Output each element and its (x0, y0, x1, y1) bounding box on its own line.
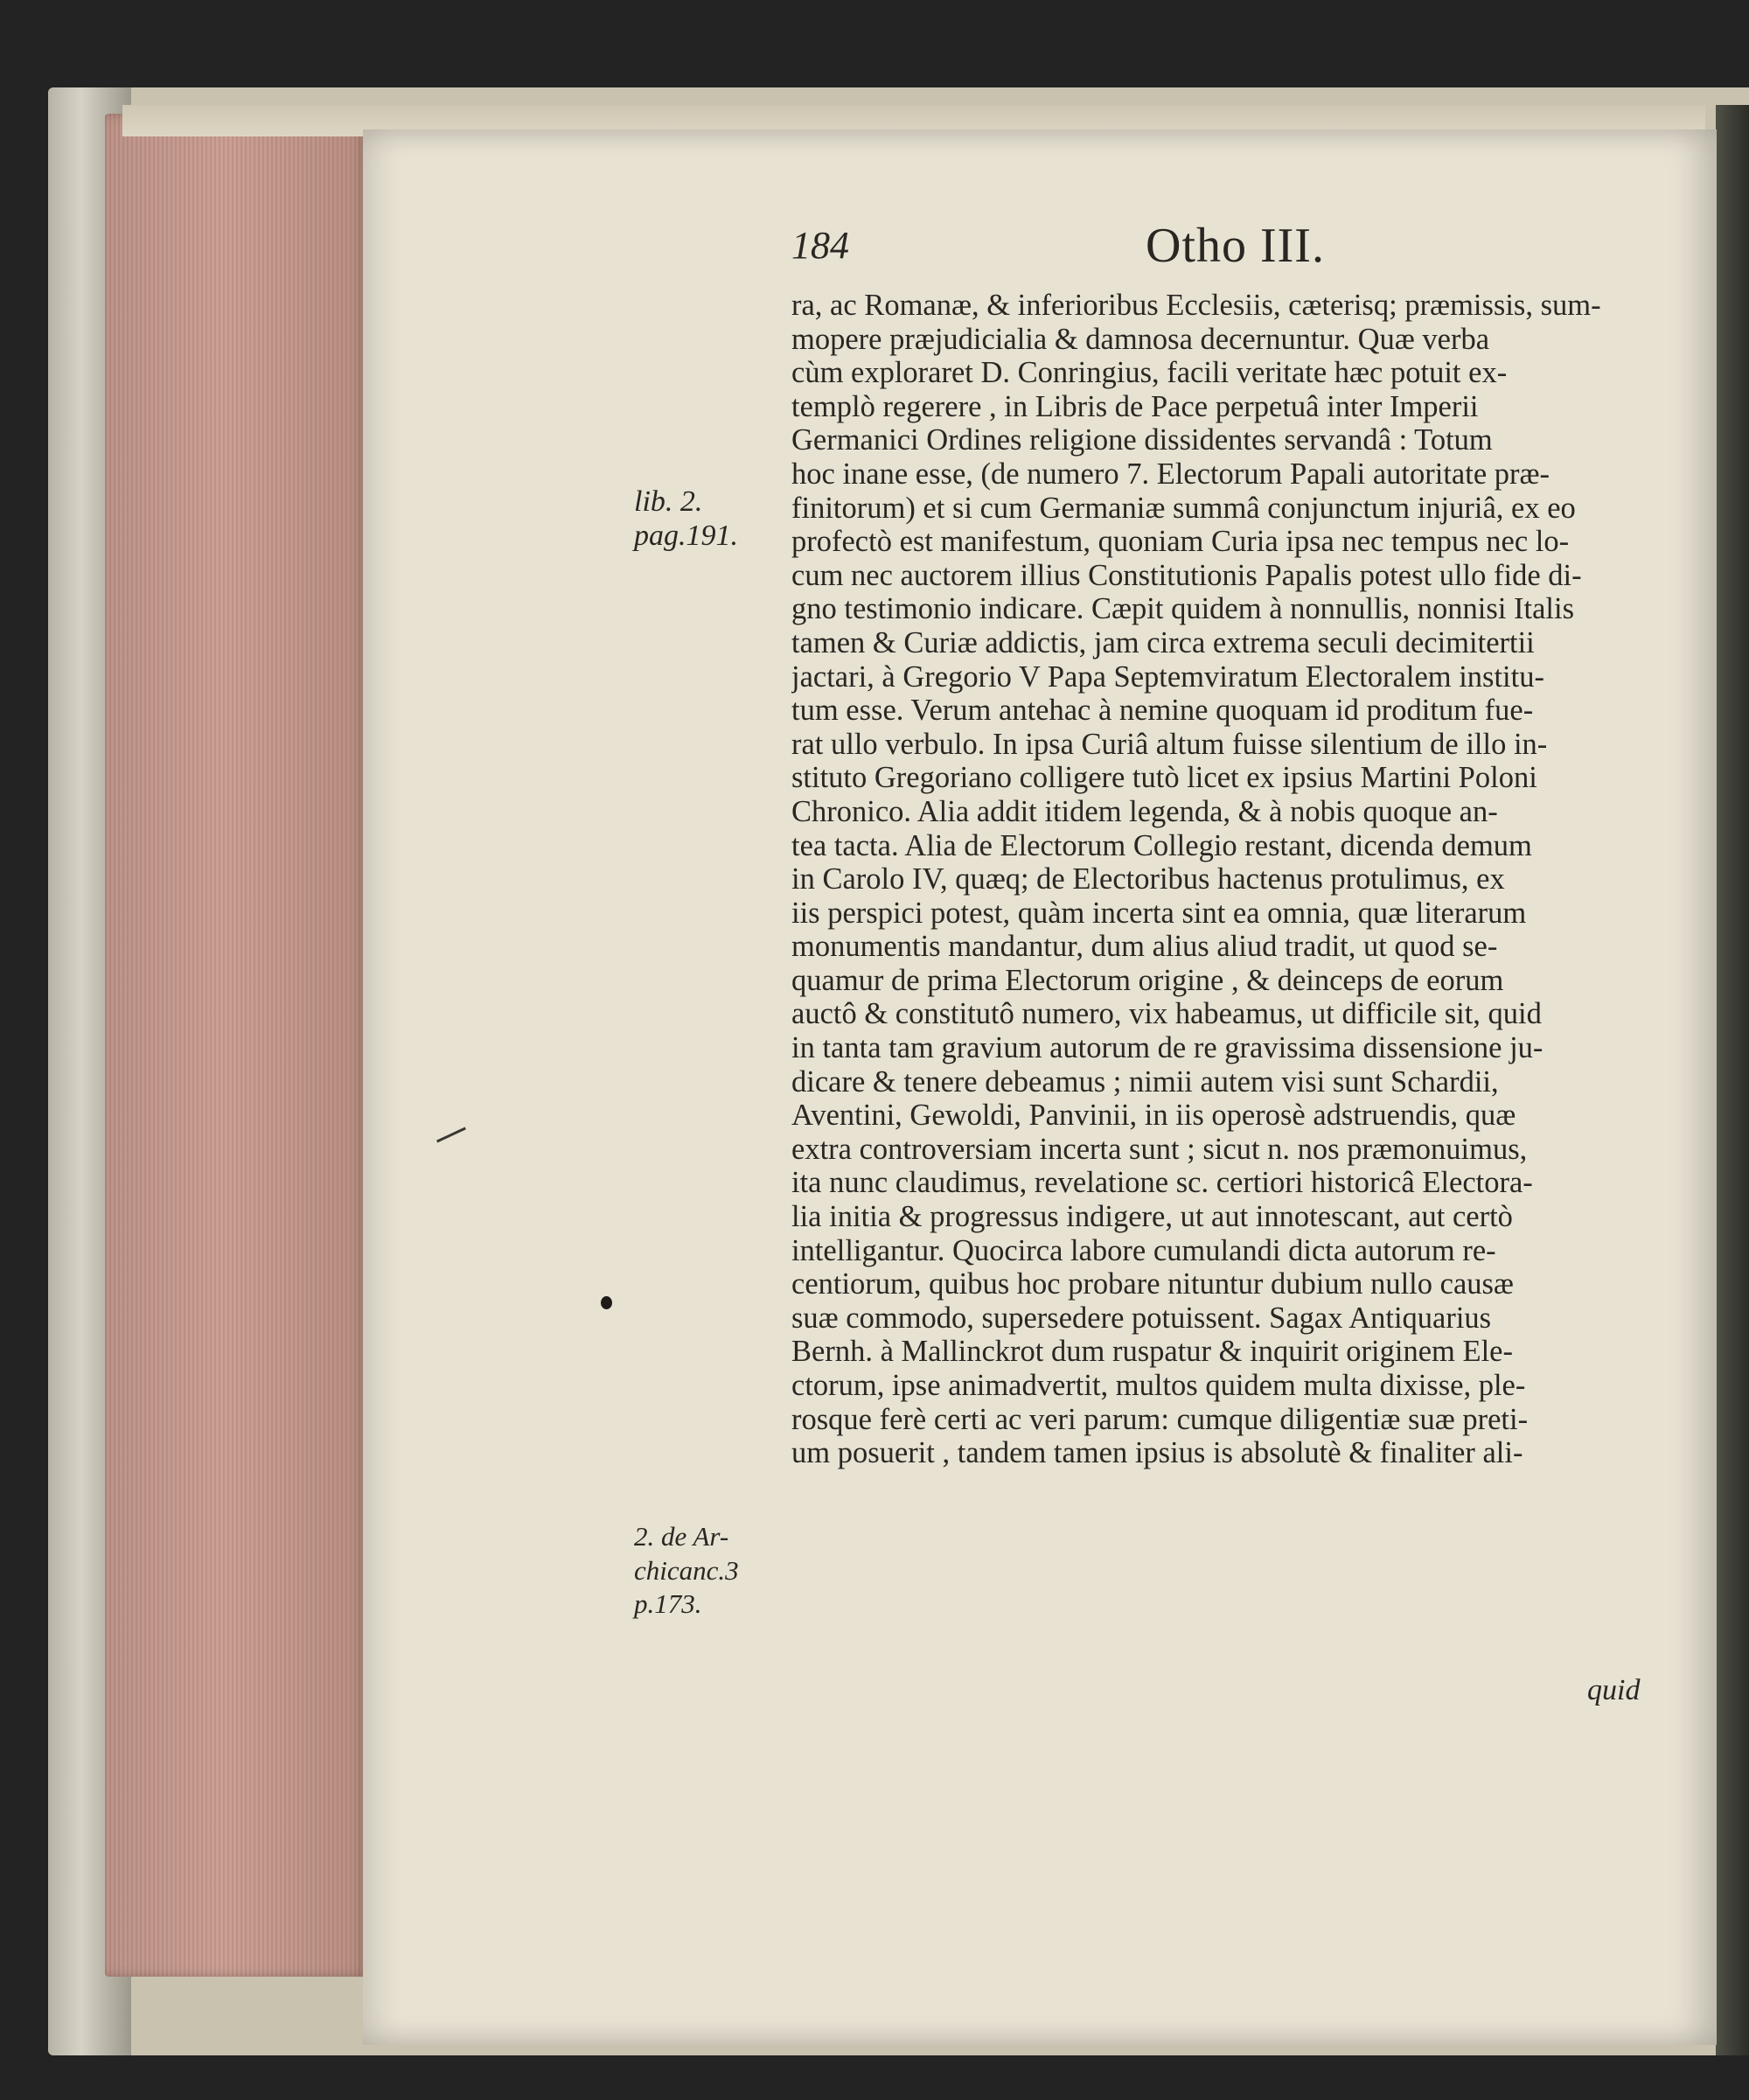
text-line: ctorum, ipse animadvertit, multos quidem multa dixisse, ple- (791, 1369, 1526, 1402)
text-line: ita nunc claudimus, revelatione sc. certiori historicâ Electora- (791, 1166, 1533, 1200)
text-line: extra controversiam incerta sunt ; sicut n. nos præmonuimus, (791, 1132, 1528, 1166)
text-line: Bernh. à Mallinckrot dum ruspatur & inquirit originem Ele- (791, 1335, 1513, 1369)
text-line: monumentis mandantur, dum alius aliud tradit, ut quod se- (791, 930, 1498, 964)
facing-page-strip (1716, 105, 1749, 2055)
text-line: hoc inane esse, (de numero 7. Electorum Papali autoritate præ- (791, 457, 1550, 491)
text-line: auctô & constitutô numero, vix habeamus, ut difficile sit, quid (791, 997, 1542, 1031)
catchword: quid (1587, 1674, 1641, 1706)
text-line: templò regerere , in Libris de Pace perpetuâ inter Imperii (791, 389, 1479, 423)
text-line: mopere præjudicialia & damnosa decernuntur. Quæ verba (791, 322, 1490, 356)
page-edges (105, 114, 367, 1977)
margin-note: 2. de Ar- (634, 1521, 729, 1552)
text-line: suæ commodo, supersedere potuissent. Sagax Antiquarius (791, 1301, 1492, 1335)
text-line: profectò est manifestum, quoniam Curia ipsa nec tempus nec lo- (791, 525, 1570, 559)
text-line: cùm exploraret D. Conringius, facili veritate hæc potuit ex- (791, 356, 1508, 390)
page-header (791, 219, 1666, 284)
text-line: tamen & Curiæ addictis, jam circa extrema seculi decimitertii (791, 625, 1535, 659)
text-line: dicare & tenere debeamus ; nimii autem visi sunt Schardii, (791, 1064, 1499, 1099)
text-line: lia initia & progressus indigere, ut aut innotescant, aut certò (791, 1200, 1513, 1234)
margin-note: p.173. (634, 1588, 702, 1620)
text-line: rosque ferè certi ac veri parum: cumque diligentiæ suæ preti- (791, 1402, 1529, 1436)
text-line: stituto Gregoriano colligere tutò licet ex ipsius Martini Poloni (791, 761, 1537, 795)
text-line: finitorum) et si cum Germaniæ summâ conjunctum injuriâ, ex eo (791, 491, 1576, 525)
margin-notes-bottom (634, 1520, 783, 1622)
page-number: 184 (791, 224, 849, 267)
text-line: centiorum, quibus hoc probare nituntur dubium nullo causæ (791, 1267, 1514, 1301)
text-line: ra, ac Romanæ, & inferioribus Ecclesiis, cæterisq; præmissis, sum- (791, 289, 1601, 322)
text-line: quamur de prima Electorum origine , & deinceps de eorum (791, 963, 1504, 997)
margin-notes-top (634, 485, 783, 553)
body-text (791, 289, 1657, 1470)
text-line: rat ullo verbulo. In ipsa Curiâ altum fuisse silentium de illo in- (791, 727, 1548, 761)
text-line: in tanta tam gravium autorum de re gravissima dissensione ju- (791, 1031, 1543, 1065)
margin-note: chicanc.3 (634, 1554, 739, 1586)
text-line: intelligantur. Quocirca labore cumulandi dicta autorum re- (791, 1233, 1496, 1267)
text-line: cum nec auctorem illius Constitutionis Papalis potest ullo fide di- (791, 558, 1582, 592)
text-line: um posuerit , tandem tamen ipsius is absolutè & finaliter ali- (791, 1436, 1523, 1470)
text-line: tea tacta. Alia de Electorum Collegio restant, dicenda demum (791, 828, 1532, 862)
text-line: in Carolo IV, quæq; de Electoribus hactenus protulimus, ex (791, 862, 1505, 897)
text-line: jactari, à Gregorio V Papa Septemviratum Electoralem institu- (791, 659, 1544, 694)
text-line: gno testimonio indicare. Cæpit quidem à nonnullis, nonnisi Italis (791, 592, 1575, 626)
text-line: iis perspici potest, quàm incerta sint ea omnia, quæ literarum (791, 896, 1527, 930)
margin-note: pag.191. (634, 519, 738, 552)
text-line: tum esse. Verum antehac à nemine quoquam id proditum fue- (791, 694, 1534, 728)
text-line: Chronico. Alia addit itidem legenda, & à nobis quoque an- (791, 794, 1498, 828)
running-head: Otho III. (1146, 219, 1325, 273)
text-line: Germanici Ordines religione dissidentes servandâ : Totum (791, 423, 1493, 457)
text-line: Aventini, Gewoldi, Panvinii, in iis operosè adstruendis, quæ (791, 1099, 1516, 1133)
ink-dot-mark (601, 1296, 612, 1309)
margin-note: lib. 2. (634, 485, 703, 518)
